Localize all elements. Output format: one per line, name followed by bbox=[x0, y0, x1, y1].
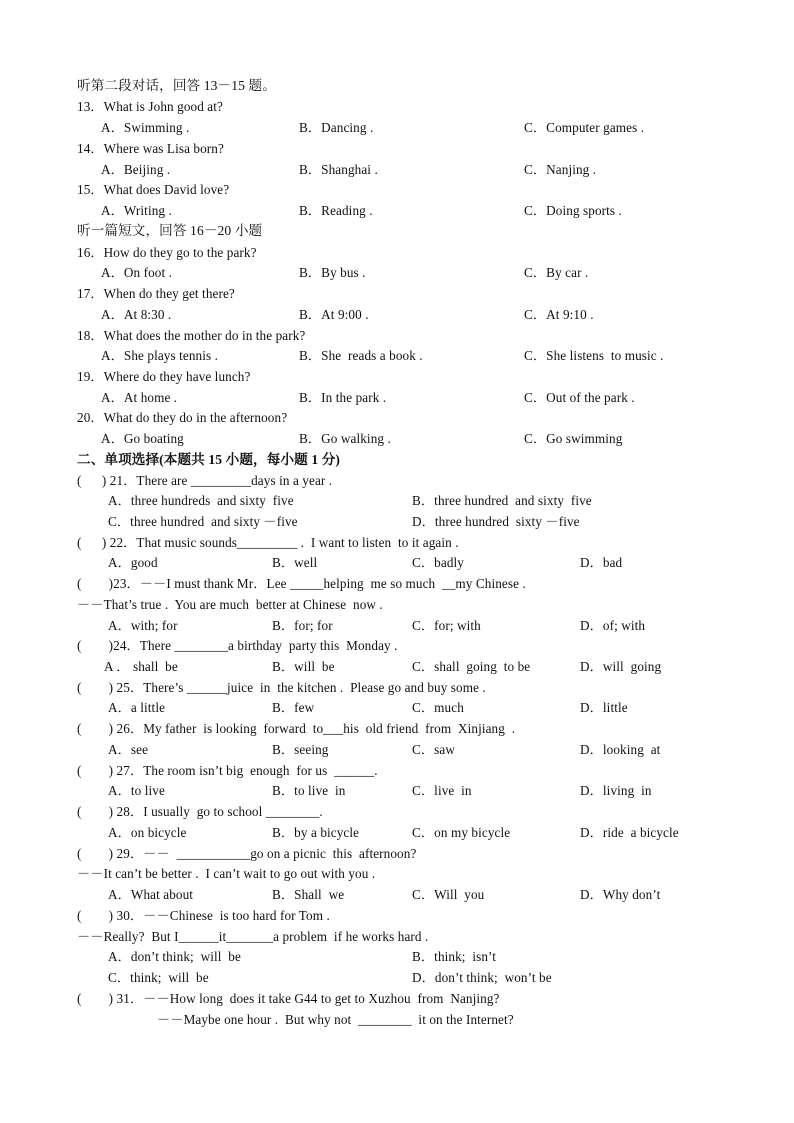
question-23: ( )23．－－I must thank Mr．Lee _____helping me so much __my Chinese . bbox=[77, 576, 526, 591]
option-29b: B．Shall we bbox=[272, 887, 345, 902]
question-17: 17．When do they get there? bbox=[77, 286, 235, 301]
question-24: ( )24．There ________a birthday party this Monday . bbox=[77, 638, 398, 653]
option-23b: B．for; for bbox=[272, 618, 333, 633]
option-17b: B．At 9:00 . bbox=[299, 307, 369, 322]
question-16: 16．How do they go to the park? bbox=[77, 245, 257, 260]
question-27: ( ) 27．The room isn’t big enough for us ______. bbox=[77, 763, 378, 778]
question-23-reply: －－That’s true . You are much better at Chinese now . bbox=[77, 597, 383, 612]
option-17c: C．At 9:10 . bbox=[524, 307, 594, 322]
option-27a: A．to live bbox=[108, 783, 165, 798]
option-18a: A．She plays tennis . bbox=[101, 348, 219, 363]
question-30: ( ) 30．－－Chinese is too hard for Tom . bbox=[77, 908, 330, 923]
option-16c: C．By car . bbox=[524, 265, 589, 280]
option-26b: B．seeing bbox=[272, 742, 329, 757]
option-20c: C．Go swimming bbox=[524, 431, 623, 446]
option-26d: D．looking at bbox=[580, 742, 661, 757]
option-24d: D．will going bbox=[580, 659, 662, 674]
question-20: 20．What do they do in the afternoon? bbox=[77, 410, 288, 425]
option-21a: A．three hundreds and sixty five bbox=[108, 493, 294, 508]
question-31-reply: －－Maybe one hour . But why not ________ it on the Internet? bbox=[157, 1012, 514, 1027]
section-heading-passage: 听一篇短文，回答 16－20 小题 bbox=[77, 223, 263, 238]
option-21d: D．three hundred sixty －five bbox=[412, 514, 580, 529]
option-24b: B．will be bbox=[272, 659, 335, 674]
question-31: ( ) 31．－－How long does it take G44 to get to Xuzhou from Nanjing? bbox=[77, 991, 500, 1006]
option-30a: A．don’t think; will be bbox=[108, 949, 241, 964]
option-30d: D．don’t think; won’t be bbox=[412, 970, 552, 985]
option-27c: C．live in bbox=[412, 783, 472, 798]
option-25d: D．little bbox=[580, 700, 628, 715]
question-13: 13．What is John good at? bbox=[77, 99, 223, 114]
option-17a: A．At 8:30 . bbox=[101, 307, 172, 322]
option-22a: A．good bbox=[108, 555, 158, 570]
option-23a: A．with; for bbox=[108, 618, 178, 633]
option-25a: A．a little bbox=[108, 700, 166, 715]
option-19b: B．In the park . bbox=[299, 390, 387, 405]
question-26: ( ) 26．My father is looking forward to___his old friend from Xinjiang . bbox=[77, 721, 516, 736]
question-21: ( ) 21．There are _________days in a year . bbox=[77, 473, 333, 488]
option-22d: D．bad bbox=[580, 555, 623, 570]
option-21c: C．three hundred and sixty －five bbox=[108, 514, 298, 529]
option-25b: B．few bbox=[272, 700, 315, 715]
option-13b: B．Dancing . bbox=[299, 120, 374, 135]
option-29c: C．Will you bbox=[412, 887, 485, 902]
option-14b: B．Shanghai . bbox=[299, 162, 378, 177]
question-29-reply: －－It can’t be better . I can’t wait to go out with you . bbox=[77, 866, 376, 881]
question-22: ( ) 22．That music sounds_________ . I want to listen to it again . bbox=[77, 535, 459, 550]
option-26c: C．saw bbox=[412, 742, 455, 757]
option-15c: C．Doing sports . bbox=[524, 203, 622, 218]
option-29a: A．What about bbox=[108, 887, 194, 902]
option-28b: B．by a bicycle bbox=[272, 825, 360, 840]
question-30-reply: －－Really? But I______it_______a problem if he works hard . bbox=[77, 929, 429, 944]
question-28: ( ) 28．I usually go to school ________. bbox=[77, 804, 323, 819]
question-19: 19．Where do they have lunch? bbox=[77, 369, 251, 384]
question-18: 18．What does the mother do in the park? bbox=[77, 328, 306, 343]
option-15b: B．Reading . bbox=[299, 203, 373, 218]
option-20b: B．Go walking . bbox=[299, 431, 391, 446]
question-14: 14．Where was Lisa born? bbox=[77, 141, 224, 156]
option-30c: C．think; will be bbox=[108, 970, 209, 985]
option-18c: C．She listens to music . bbox=[524, 348, 664, 363]
section-heading-multiple-choice: 二、单项选择(本题共 15 小题，每小题 1 分) bbox=[77, 452, 341, 467]
option-25c: C．much bbox=[412, 700, 464, 715]
option-23c: C．for; with bbox=[412, 618, 481, 633]
option-28d: D．ride a bicycle bbox=[580, 825, 679, 840]
option-28c: C．on my bicycle bbox=[412, 825, 511, 840]
option-27b: B．to live in bbox=[272, 783, 346, 798]
option-14a: A．Beijing . bbox=[101, 162, 171, 177]
question-25: ( ) 25．There’s ______juice in the kitchen . Please go and buy some . bbox=[77, 680, 486, 695]
option-22c: C．badly bbox=[412, 555, 464, 570]
question-15: 15．What does David love? bbox=[77, 182, 230, 197]
option-22b: B．well bbox=[272, 555, 318, 570]
option-23d: D．of; with bbox=[580, 618, 646, 633]
option-28a: A．on bicycle bbox=[108, 825, 187, 840]
option-24c: C．shall going to be bbox=[412, 659, 531, 674]
option-16a: A．On foot . bbox=[101, 265, 173, 280]
section-heading-dialogue-2: 听第二段对话，回答 13－15 题。 bbox=[77, 78, 276, 93]
question-29: ( ) 29．－－ ___________go on a picnic this afternoon? bbox=[77, 846, 417, 861]
option-20a: A．Go boating bbox=[101, 431, 184, 446]
option-14c: C．Nanjing . bbox=[524, 162, 597, 177]
option-24a: A ． shall be bbox=[104, 659, 178, 674]
option-19c: C．Out of the park . bbox=[524, 390, 635, 405]
option-29d: D．Why don’t bbox=[580, 887, 661, 902]
option-13c: C．Computer games . bbox=[524, 120, 645, 135]
option-15a: A．Writing . bbox=[101, 203, 172, 218]
option-30b: B．think; isn’t bbox=[412, 949, 497, 964]
option-13a: A．Swimming . bbox=[101, 120, 190, 135]
option-18b: B．She reads a book . bbox=[299, 348, 423, 363]
option-16b: B．By bus . bbox=[299, 265, 366, 280]
option-26a: A．see bbox=[108, 742, 149, 757]
option-19a: A．At home . bbox=[101, 390, 178, 405]
option-21b: B．three hundred and sixty five bbox=[412, 493, 592, 508]
option-27d: D．living in bbox=[580, 783, 652, 798]
